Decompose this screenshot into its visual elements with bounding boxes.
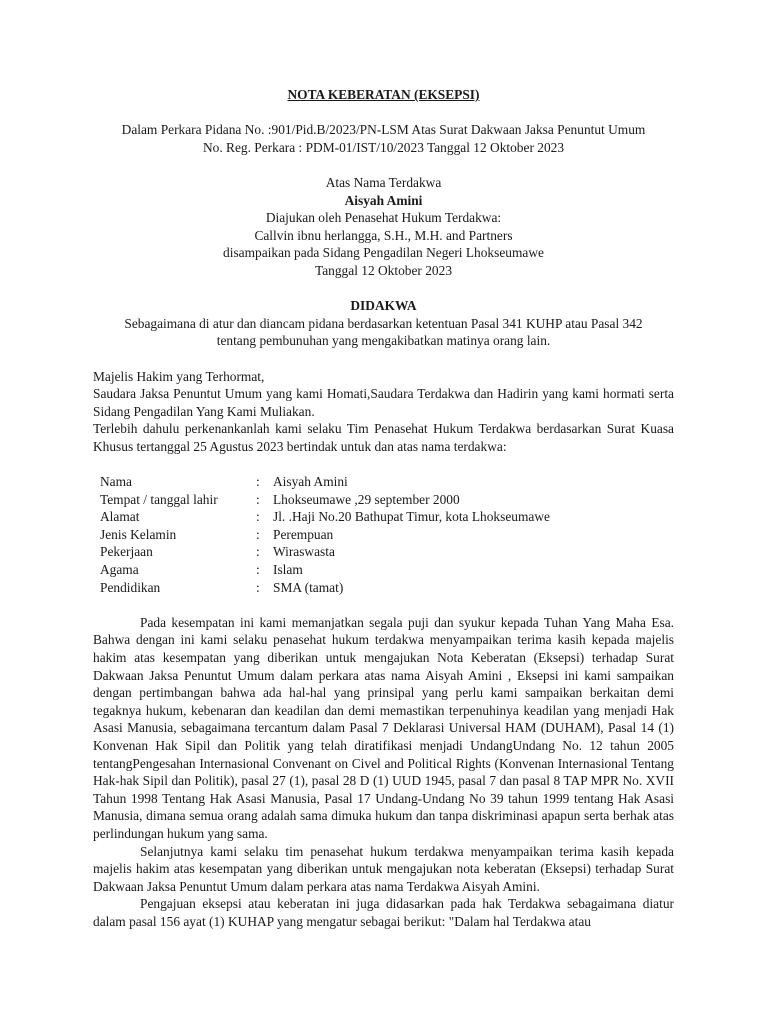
identity-label: Pekerjaan bbox=[100, 544, 153, 560]
case-number-line: Dalam Perkara Pidana No. :901/Pid.B/2023/PN-LSM Atas Surat Dakwaan Jaksa Penuntut Umum bbox=[121, 122, 646, 138]
identity-row bbox=[100, 543, 550, 561]
identity-value: Perempuan bbox=[273, 526, 334, 542]
defendant-name: Aisyah Amini bbox=[344, 192, 423, 208]
document-title: NOTA KEBERATAN (EKSEPSI) bbox=[287, 87, 480, 102]
lawyers-line: Callvin ibnu herlangga, S.H., M.H. and Partners bbox=[254, 227, 513, 243]
identity-label: Nama bbox=[100, 474, 132, 490]
identity-value: Wiraswasta bbox=[273, 544, 335, 560]
charge-line-1: Sebagaimana di atur dan diancam pidana berdasarkan ketentuan Pasal 341 KUHP atau Pasal 342 bbox=[124, 315, 643, 331]
defendant-identity-table bbox=[100, 473, 550, 596]
identity-label: Alamat bbox=[100, 509, 140, 525]
identity-separator: : bbox=[256, 579, 260, 595]
identity-row bbox=[100, 491, 550, 509]
intro-paragraph: Terlebih dahulu perkenankanlah kami selaku Tim Penasehat Hukum Terdakwa berdasarkan Surat Kuasa Khusus tertanggal 25 Agustus 2023 bertindak untuk dan atas nama terdakwa: bbox=[93, 421, 674, 454]
court-line: disampaikan pada Sidang Pengadilan Negeri Lhokseumawe bbox=[223, 245, 544, 261]
identity-row bbox=[100, 473, 550, 491]
identity-value: Islam bbox=[273, 562, 303, 578]
identity-separator: : bbox=[256, 474, 260, 490]
body-paragraph-3: Pengajuan eksepsi atau keberatan ini juga didasarkan pada hak Terdakwa sebagaimana diatur dalam pasal 156 ayat (1) KUHAP yang mengatur sebagai berikut: "Dalam hal Terdakwa atau bbox=[93, 896, 674, 929]
document-body bbox=[93, 86, 674, 931]
identity-separator: : bbox=[256, 509, 260, 525]
date-line: Tanggal 12 Oktober 2023 bbox=[314, 262, 453, 278]
identity-value: Lhokseumawe ,29 september 2000 bbox=[273, 491, 460, 507]
case-registration-line: No. Reg. Perkara : PDM-01/IST/10/2023 Tanggal 12 Oktober 2023 bbox=[202, 139, 565, 155]
body-paragraph-2: Selanjutnya kami selaku tim penasehat hukum terdakwa menyampaikan terima kasih kepada majelis hakim atas kesempatan yang diberikan untuk mengajukan nota keberatan (Eksepsi) terhadap Surat Dakwaan Jaksa Penuntut Umum dalam perkara atas nama Terdakwa Aisyah Amini. bbox=[93, 843, 674, 894]
charged-heading: DIDAKWA bbox=[350, 298, 417, 314]
greeting-line: Majelis Hakim yang Terhormat, bbox=[93, 368, 265, 384]
identity-row bbox=[100, 561, 550, 579]
identity-label: Jenis Kelamin bbox=[100, 526, 177, 542]
identity-label: Agama bbox=[100, 562, 139, 578]
identity-separator: : bbox=[256, 526, 260, 542]
identity-row bbox=[100, 526, 550, 544]
identity-separator: : bbox=[256, 491, 260, 507]
identity-row bbox=[100, 579, 550, 597]
on-behalf-label: Atas Nama Terdakwa bbox=[325, 174, 442, 190]
address-paragraph: Saudara Jaksa Penuntut Umum yang kami Homati,Saudara Terdakwa dan Hadirin yang kami hormati serta Sidang Pengadilan Yang Kami Muliakan. bbox=[93, 386, 674, 419]
identity-separator: : bbox=[256, 544, 260, 560]
identity-label: Tempat / tanggal lahir bbox=[100, 491, 218, 507]
charge-line-2: tentang pembunuhan yang mengakibatkan matinya orang lain. bbox=[216, 333, 551, 349]
identity-row bbox=[100, 508, 550, 526]
identity-separator: : bbox=[256, 562, 260, 578]
identity-value: Aisyah Amini bbox=[273, 474, 348, 490]
identity-label: Pendidikan bbox=[100, 579, 161, 595]
identity-value: Jl. .Haji No.20 Bathupat Timur, kota Lhokseumawe bbox=[273, 509, 550, 525]
identity-value: SMA (tamat) bbox=[273, 579, 344, 595]
submitted-by-line: Diajukan oleh Penasehat Hukum Terdakwa: bbox=[265, 210, 502, 226]
body-paragraph-1: Pada kesempatan ini kami memanjatkan segala puji dan syukur kepada Tuhan Yang Maha Esa. Bahwa dengan ini kami selaku penasehat hukum terdakwa menyampaikan terima kasih kepada majelis hakim atas kesempatan yang diberikan untuk mengajukan Nota Keberatan (Eksepsi) terhadap Surat Dakwaan Jaksa Penuntut Umum dalam perkara atas nama Aisyah Amini , Eksepsi ini kami sampaikan dengan pertimbangan bahwa ada hal-hal yang prinsipal yang perlu kami sampaikan berkaitan demi tegaknya hukum, kebenaran dan keadilan dan demi memastikan terpenuhinya keadilan yang menjadi Hak Asasi Manusia, sebagaimana tercantum dalam Pasal 7 Deklarasi Universal HAM (DUHAM), Pasal 14 (1) Konvenan Hak Sipil dan Politik yang telah diratifikasi menjadi UndangUndang No. 12 tahun 2005 tentangPengesahan Internasional Convenant on Civel and Political Rights (Konvenan Internasional Tentang Hak-hak Sipil dan Politik), pasal 27 (1), pasal 28 D (1) UUD 1945, pasal 7 dan pasal 8 TAP MPR No. XVII Tahun 1998 Tentang Hak Asasi Manusia, Pasal 17 Undang-Undang No 39 tahun 1999 tentang Hak Asasi Manusia, dimana semua orang adalah sama dimuka hukum dan tanpa diskriminasi apapun serta berhak atas perlindungan hukum yang sama. bbox=[93, 614, 674, 841]
